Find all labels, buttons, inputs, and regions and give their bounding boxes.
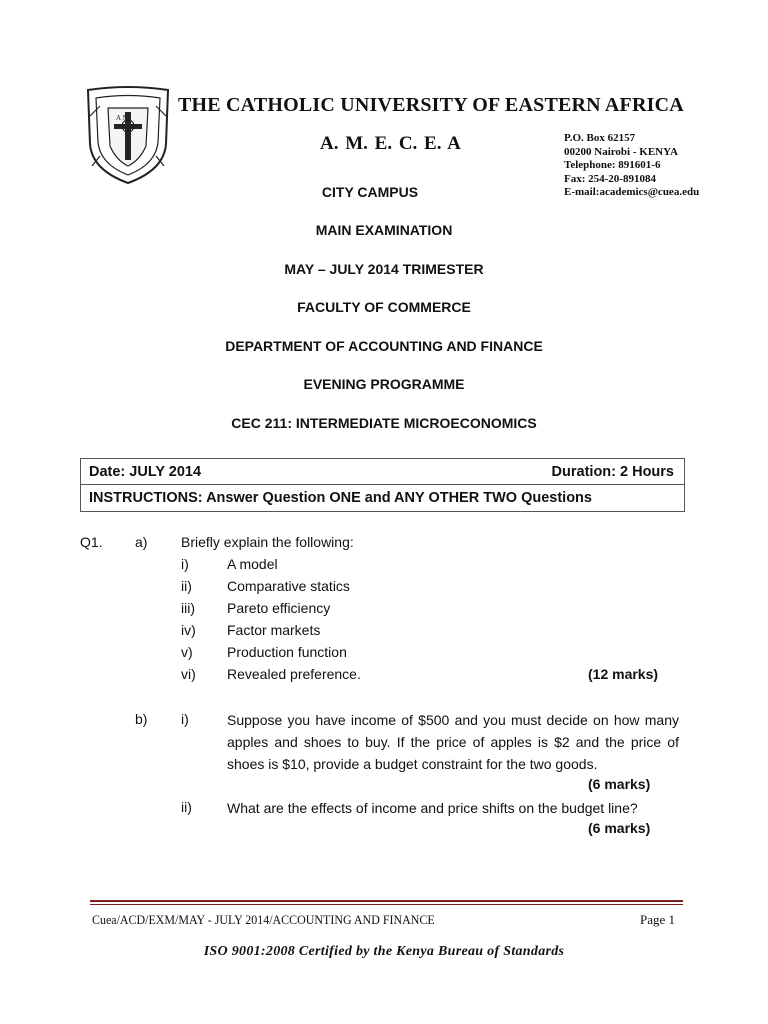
item-number: i) (181, 556, 189, 572)
item-number: i) (181, 711, 189, 727)
item-number: ii) (181, 578, 192, 594)
exam-type: MAIN EXAMINATION (315, 222, 453, 238)
trimester: MAY – JULY 2014 TRIMESTER (284, 261, 484, 277)
item-text: Comparative statics (227, 578, 350, 594)
contact-telephone: Telephone: 891601-6 (564, 159, 661, 171)
item-number: iii) (181, 600, 195, 616)
instructions: INSTRUCTIONS: Answer Question ONE and ANY OTHER TWO Questions (89, 490, 592, 506)
contact-block (564, 132, 699, 200)
amecea-heading: A. M. E. C. E. A (320, 133, 461, 154)
item-text: Pareto efficiency (227, 600, 331, 616)
instructions-row (81, 485, 684, 511)
footer-rule (90, 900, 683, 902)
item-text: Revealed preference. (227, 666, 361, 682)
campus-label: CITY CAMPUS (321, 184, 419, 200)
page-number: Page 1 (640, 912, 676, 927)
faculty: FACULTY OF COMMERCE (297, 299, 471, 315)
item-number: ii) (181, 799, 192, 815)
item-number: iv) (181, 622, 196, 638)
item-number: vi) (181, 666, 196, 682)
footer-rule (90, 904, 683, 905)
part-b-ii-text: What are the effects of income and price shifts on the budget line? (227, 800, 638, 816)
date-duration-row (81, 459, 684, 485)
contact-fax: Fax: 254-20-891084 (564, 172, 656, 185)
programme: EVENING PROGRAMME (303, 376, 465, 392)
item-text: A model (227, 556, 278, 572)
question-number: Q1. (80, 534, 103, 550)
part-b-i-text: Suppose you have income of $500 and you must decide on how many apples and shoes to buy. If the price of apples is $2 and the price of shoes is $10, provide a budget constraint for the two goods. (227, 712, 679, 772)
iso-certification: ISO 9001:2008 Certified by the Kenya Bureau of Standards (203, 944, 565, 959)
course-title: CEC 211: INTERMEDIATE MICROECONOMICS (231, 415, 537, 431)
contact-address: 00200 Nairobi - KENYA (564, 145, 678, 158)
exam-date: Date: JULY 2014 (89, 464, 202, 480)
part-b-ii-marks: (6 marks) (588, 820, 651, 836)
footer-reference: Cuea/ACD/EXM/MAY - JULY 2014/ACCOUNTING AND FINANCE (92, 912, 435, 927)
exam-info-box (80, 458, 685, 512)
part-a-marks: (12 marks) (588, 666, 659, 682)
contact-po-box: P.O. Box 62157 (564, 132, 636, 144)
university-crest-icon (80, 86, 176, 186)
part-a-label: a) (135, 534, 148, 550)
exam-duration: Duration: 2 Hours (551, 464, 674, 480)
crest-letters: A N (116, 114, 128, 122)
part-b-label: b) (135, 711, 148, 727)
university-name: THE CATHOLIC UNIVERSITY OF EASTERN AFRICA (178, 94, 684, 116)
item-number: v) (181, 644, 193, 660)
item-text: Production function (227, 644, 347, 660)
department: DEPARTMENT OF ACCOUNTING AND FINANCE (225, 338, 543, 354)
item-text: Factor markets (227, 622, 321, 638)
part-a-prompt: Briefly explain the following: (181, 534, 354, 550)
contact-email: E-mail:academics@cuea.edu (564, 186, 700, 198)
part-b-i-marks: (6 marks) (588, 776, 651, 792)
